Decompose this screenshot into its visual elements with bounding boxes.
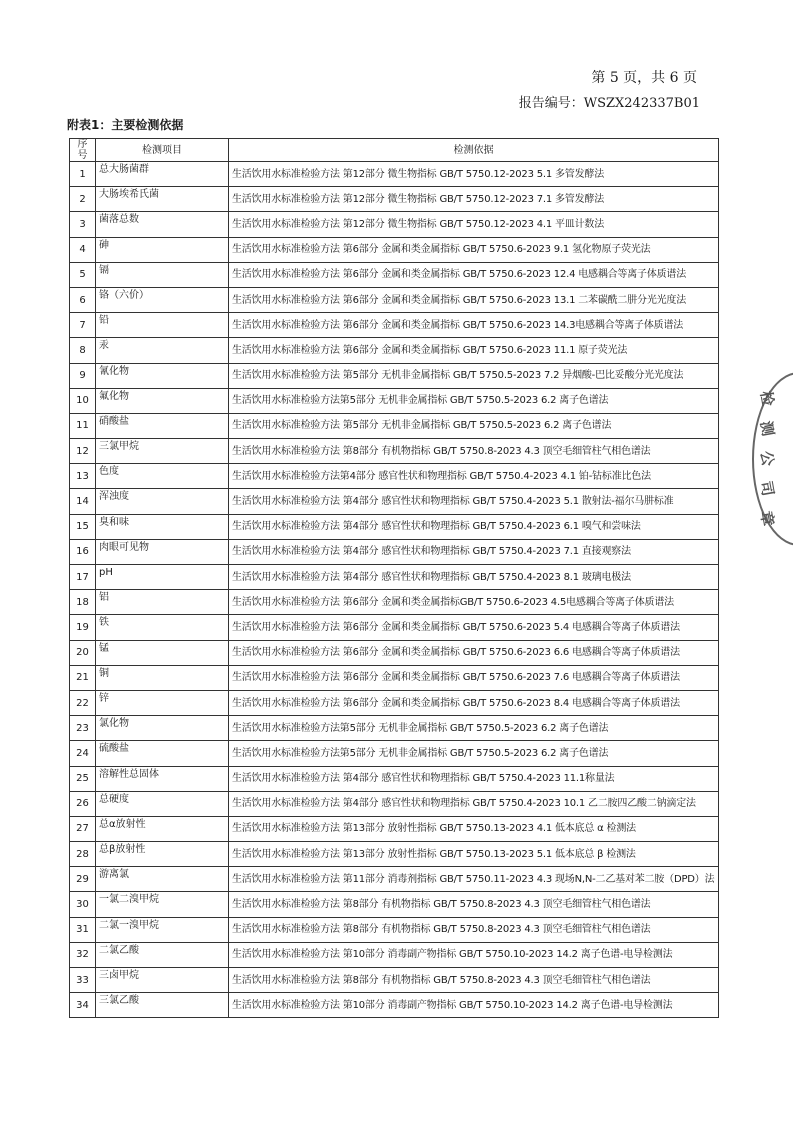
row-basis: 生活饮用水标准检验方法 第8部分 有机物指标 GB/T 5750.8-2023 4.3 顶空毛细管柱气相色谱法: [229, 439, 719, 464]
row-item: 硫酸盐: [96, 741, 229, 766]
row-basis: 生活饮用水标准检验方法 第11部分 消毒剂指标 GB/T 5750.11-2023 4.3 现场N,N-二乙基对苯二胺（DPD）法: [229, 867, 719, 892]
row-item: 三卤甲烷: [96, 968, 229, 993]
table-row: [70, 665, 719, 690]
row-item: 三氯乙酸: [96, 993, 229, 1018]
row-seq: 9: [70, 363, 96, 388]
table-row: [70, 590, 719, 615]
row-seq: 5: [70, 262, 96, 287]
row-item: 肉眼可见物: [96, 539, 229, 564]
table-row: [70, 993, 719, 1018]
row-seq: 27: [70, 816, 96, 841]
row-item: 氯化物: [96, 716, 229, 741]
table-row: [70, 816, 719, 841]
row-seq: 17: [70, 565, 96, 590]
table-row: [70, 464, 719, 489]
row-item: 总硬度: [96, 791, 229, 816]
table-row: [70, 942, 719, 967]
row-basis: 生活饮用水标准检验方法 第6部分 金属和类金属指标 GB/T 5750.6-2023 11.1 原子荧光法: [229, 338, 719, 363]
seal-char: 司: [756, 479, 778, 498]
table-row: [70, 439, 719, 464]
row-item: 铬（六价）: [96, 287, 229, 312]
row-item: 臭和味: [96, 514, 229, 539]
row-seq: 7: [70, 313, 96, 338]
row-seq: 18: [70, 590, 96, 615]
report-number: 报告编号：WSZX242337B01: [518, 96, 700, 111]
table-row: [70, 212, 719, 237]
table-row: [70, 363, 719, 388]
row-basis: 生活饮用水标准检验方法第5部分 无机非金属指标 GB/T 5750.5-2023 6.2 离子色谱法: [229, 716, 719, 741]
row-basis: 生活饮用水标准检验方法第5部分 无机非金属指标 GB/T 5750.5-2023 6.2 离子色谱法: [229, 741, 719, 766]
row-item: 氟化物: [96, 388, 229, 413]
row-item: 砷: [96, 237, 229, 262]
row-seq: 25: [70, 766, 96, 791]
row-basis: 生活饮用水标准检验方法 第5部分 无机非金属指标 GB/T 5750.5-2023 6.2 离子色谱法: [229, 413, 719, 438]
row-basis: 生活饮用水标准检验方法 第10部分 消毒副产物指标 GB/T 5750.10-2023 14.2 离子色谱-电导检测法: [229, 942, 719, 967]
row-item: 色度: [96, 464, 229, 489]
header-basis: 检测依据: [229, 139, 719, 162]
seal-char: 测: [756, 419, 778, 438]
table-row: [70, 791, 719, 816]
table-row: [70, 565, 719, 590]
table-row: [70, 766, 719, 791]
table-header-row: [70, 139, 719, 162]
table-row: [70, 968, 719, 993]
row-basis: 生活饮用水标准检验方法 第12部分 微生物指标 GB/T 5750.12-2023 5.1 多管发酵法: [229, 162, 719, 187]
table-row: [70, 842, 719, 867]
row-basis: 生活饮用水标准检验方法 第6部分 金属和类金属指标 GB/T 5750.6-2023 8.4 电感耦合等离子体质谱法: [229, 690, 719, 715]
table-row: [70, 338, 719, 363]
row-seq: 11: [70, 413, 96, 438]
header-item: 检测项目: [96, 139, 229, 162]
row-basis: 生活饮用水标准检验方法 第4部分 感官性状和物理指标 GB/T 5750.4-2023 5.1 散射法-福尔马肼标准: [229, 489, 719, 514]
header-seq: 序号: [70, 139, 96, 162]
row-item: 镉: [96, 262, 229, 287]
seal-char: 章: [756, 509, 778, 528]
row-basis: 生活饮用水标准检验方法 第5部分 无机非金属指标 GB/T 5750.5-2023 7.2 异烟酸-巴比妥酸分光光度法: [229, 363, 719, 388]
row-basis: 生活饮用水标准检验方法 第4部分 感官性状和物理指标 GB/T 5750.4-2023 8.1 玻璃电极法: [229, 565, 719, 590]
row-seq: 24: [70, 741, 96, 766]
row-item: 二氯乙酸: [96, 942, 229, 967]
row-basis: 生活饮用水标准检验方法 第4部分 感官性状和物理指标 GB/T 5750.4-2023 7.1 直接观察法: [229, 539, 719, 564]
row-basis: 生活饮用水标准检验方法 第8部分 有机物指标 GB/T 5750.8-2023 4.3 顶空毛细管柱气相色谱法: [229, 892, 719, 917]
row-item: 硝酸盐: [96, 413, 229, 438]
row-basis: 生活饮用水标准检验方法 第6部分 金属和类金属指标 GB/T 5750.6-2023 12.4 电感耦合等离子体质谱法: [229, 262, 719, 287]
table-row: [70, 313, 719, 338]
table-row: [70, 615, 719, 640]
row-seq: 28: [70, 842, 96, 867]
row-item: 锰: [96, 640, 229, 665]
row-basis: 生活饮用水标准检验方法 第4部分 感官性状和物理指标 GB/T 5750.4-2023 11.1称量法: [229, 766, 719, 791]
row-item: 溶解性总固体: [96, 766, 229, 791]
row-item: 锌: [96, 690, 229, 715]
inspection-basis-table: [69, 138, 719, 1018]
row-seq: 16: [70, 539, 96, 564]
row-basis: 生活饮用水标准检验方法 第6部分 金属和类金属指标 GB/T 5750.6-2023 13.1 二苯碳酰二肼分光光度法: [229, 287, 719, 312]
seal-char: 公: [756, 449, 778, 468]
row-basis: 生活饮用水标准检验方法 第12部分 微生物指标 GB/T 5750.12-2023 7.1 多管发酵法: [229, 187, 719, 212]
table-row: [70, 489, 719, 514]
row-seq: 26: [70, 791, 96, 816]
row-basis: 生活饮用水标准检验方法 第4部分 感官性状和物理指标 GB/T 5750.4-2023 6.1 嗅气和尝味法: [229, 514, 719, 539]
table-row: [70, 539, 719, 564]
row-seq: 1: [70, 162, 96, 187]
row-basis: 生活饮用水标准检验方法 第12部分 微生物指标 GB/T 5750.12-2023 4.1 平皿计数法: [229, 212, 719, 237]
row-item: 三氯甲烷: [96, 439, 229, 464]
table-row: [70, 640, 719, 665]
table-row: [70, 867, 719, 892]
row-seq: 12: [70, 439, 96, 464]
row-seq: 3: [70, 212, 96, 237]
row-item: 铅: [96, 313, 229, 338]
row-seq: 14: [70, 489, 96, 514]
row-basis: 生活饮用水标准检验方法第5部分 无机非金属指标 GB/T 5750.5-2023 6.2 离子色谱法: [229, 388, 719, 413]
row-basis: 生活饮用水标准检验方法 第10部分 消毒副产物指标 GB/T 5750.10-2023 14.2 离子色谱-电导检测法: [229, 993, 719, 1018]
row-seq: 10: [70, 388, 96, 413]
row-item: 铁: [96, 615, 229, 640]
row-item: pH: [96, 565, 229, 590]
row-item: 铜: [96, 665, 229, 690]
row-seq: 20: [70, 640, 96, 665]
table-row: [70, 514, 719, 539]
company-seal: [752, 372, 793, 546]
row-seq: 30: [70, 892, 96, 917]
table-row: [70, 741, 719, 766]
row-basis: 生活饮用水标准检验方法 第6部分 金属和类金属指标 GB/T 5750.6-2023 14.3电感耦合等离子体质谱法: [229, 313, 719, 338]
row-seq: 8: [70, 338, 96, 363]
table-row: [70, 716, 719, 741]
row-item: 汞: [96, 338, 229, 363]
row-seq: 33: [70, 968, 96, 993]
row-seq: 6: [70, 287, 96, 312]
row-basis: 生活饮用水标准检验方法第4部分 感官性状和物理指标 GB/T 5750.4-2023 4.1 铂-钴标准比色法: [229, 464, 719, 489]
row-item: 总α放射性: [96, 816, 229, 841]
row-seq: 23: [70, 716, 96, 741]
table-row: [70, 413, 719, 438]
table-row: [70, 690, 719, 715]
row-basis: 生活饮用水标准检验方法 第6部分 金属和类金属指标 GB/T 5750.6-2023 9.1 氢化物原子荧光法: [229, 237, 719, 262]
row-seq: 4: [70, 237, 96, 262]
row-basis: 生活饮用水标准检验方法 第4部分 感官性状和物理指标 GB/T 5750.4-2023 10.1 乙二胺四乙酸二钠滴定法: [229, 791, 719, 816]
table-row: [70, 187, 719, 212]
row-basis: 生活饮用水标准检验方法 第6部分 金属和类金属指标 GB/T 5750.6-2023 6.6 电感耦合等离子体质谱法: [229, 640, 719, 665]
table-row: [70, 388, 719, 413]
row-basis: 生活饮用水标准检验方法 第8部分 有机物指标 GB/T 5750.8-2023 4.3 顶空毛细管柱气相色谱法: [229, 968, 719, 993]
row-basis: 生活饮用水标准检验方法 第6部分 金属和类金属指标GB/T 5750.6-2023 4.5电感耦合等离子体质谱法: [229, 590, 719, 615]
row-item: 浑浊度: [96, 489, 229, 514]
row-basis: 生活饮用水标准检验方法 第13部分 放射性指标 GB/T 5750.13-2023 5.1 低本底总 β 检测法: [229, 842, 719, 867]
row-basis: 生活饮用水标准检验方法 第8部分 有机物指标 GB/T 5750.8-2023 4.3 顶空毛细管柱气相色谱法: [229, 917, 719, 942]
row-item: 二氯一溴甲烷: [96, 917, 229, 942]
row-basis: 生活饮用水标准检验方法 第13部分 放射性指标 GB/T 5750.13-2023 4.1 低本底总 α 检测法: [229, 816, 719, 841]
row-basis: 生活饮用水标准检验方法 第6部分 金属和类金属指标 GB/T 5750.6-2023 7.6 电感耦合等离子体质谱法: [229, 665, 719, 690]
row-seq: 13: [70, 464, 96, 489]
row-item: 总大肠菌群: [96, 162, 229, 187]
table-row: [70, 917, 719, 942]
row-seq: 32: [70, 942, 96, 967]
table-title: 附表1：主要检测依据: [67, 118, 184, 132]
table-row: [70, 262, 719, 287]
page-info: 第 5 页，共 6 页: [591, 70, 697, 86]
row-seq: 2: [70, 187, 96, 212]
row-item: 铝: [96, 590, 229, 615]
row-basis: 生活饮用水标准检验方法 第6部分 金属和类金属指标 GB/T 5750.6-2023 5.4 电感耦合等离子体质谱法: [229, 615, 719, 640]
table-row: [70, 892, 719, 917]
table-row: [70, 237, 719, 262]
table-row: [70, 287, 719, 312]
row-seq: 29: [70, 867, 96, 892]
row-item: 菌落总数: [96, 212, 229, 237]
row-item: 氰化物: [96, 363, 229, 388]
row-seq: 22: [70, 690, 96, 715]
row-seq: 19: [70, 615, 96, 640]
seal-char: 检: [756, 389, 778, 408]
row-seq: 31: [70, 917, 96, 942]
row-item: 一氯二溴甲烷: [96, 892, 229, 917]
row-seq: 15: [70, 514, 96, 539]
row-seq: 21: [70, 665, 96, 690]
row-seq: 34: [70, 993, 96, 1018]
row-item: 游离氯: [96, 867, 229, 892]
row-item: 总β放射性: [96, 842, 229, 867]
row-item: 大肠埃希氏菌: [96, 187, 229, 212]
table-row: [70, 162, 719, 187]
